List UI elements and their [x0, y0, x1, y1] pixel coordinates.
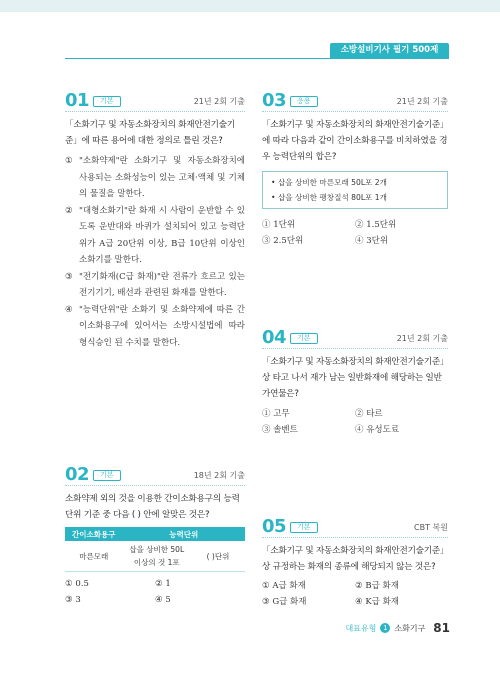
option-2[interactable]: ② 타르 [355, 409, 383, 419]
option-2[interactable]: ② B급 화재 [355, 581, 399, 591]
condition-item: • 삽을 상비한 마른모래 50L포 2개 [271, 178, 387, 187]
question-stem: 「소화기구 및 자동소화장치의 화재안전기술기준」에 따라 다음과 같이 간이소화용구를 비치하였을 경우 능력단위의 합은? [262, 120, 448, 162]
difficulty-badge: 기본 [290, 522, 318, 533]
question-stem: 「소화기구 및 자동소화장치의 화재안전기술기준」상 규정하는 화재의 종류에 해당되지 않는 것은? [262, 546, 445, 572]
option-3[interactable]: ③ 솔벤트 [262, 425, 298, 435]
question-number: 02 [65, 464, 90, 485]
option-2[interactable]: ② "대형소화기"란 화재 시 사람이 운반할 수 있도록 운반대와 바퀴가 설치되어 있고 능력단위가 A급 20단위 이상, B급 10단위 이상인 소화기를 말한다. [65, 205, 245, 265]
table-cell: 삽을 상비한 50L 이상의 것 1포 [123, 541, 191, 572]
table-header: 능력단위 [123, 527, 245, 541]
exam-source: 21년 2회 기출 [396, 334, 448, 343]
footer-category: 대표유형 [345, 623, 377, 633]
exam-source: 21년 2회 기출 [396, 97, 448, 106]
option-1[interactable]: ① 1단위 [262, 220, 296, 230]
chapter-number-badge: 1 [380, 623, 390, 633]
exam-source: CBT 복원 [414, 523, 448, 532]
question-04 [262, 329, 448, 438]
question-01 [65, 92, 245, 351]
option-2[interactable]: ② 1.5단위 [355, 220, 397, 230]
header-band [0, 0, 500, 12]
difficulty-badge: 기본 [93, 470, 121, 481]
capacity-table [65, 527, 245, 572]
option-4[interactable]: ④ 유성도료 [355, 425, 400, 435]
option-4[interactable]: ④ "능력단위"란 소화기 및 소화약제에 따른 간이소화용구에 있어서는 소방시설법에 따라 형식승인 된 수치를 말한다. [65, 304, 245, 348]
divider [262, 348, 448, 349]
exam-source: 21년 2회 기출 [193, 97, 245, 106]
option-3[interactable]: ③ G급 화재 [262, 597, 307, 607]
book-title-tab: 소방설비기사 필기 500제 [330, 43, 449, 58]
difficulty-badge: 기본 [290, 333, 318, 344]
option-1[interactable]: ① 고무 [262, 409, 290, 419]
divider [65, 485, 245, 486]
question-number: 01 [65, 90, 90, 111]
condition-item: • 삽을 상비한 팽창질석 80L포 1개 [271, 193, 387, 202]
divider [262, 537, 448, 538]
question-stem: 소화약제 외의 것을 이용한 간이소화용구의 능력단위 기준 중 다음 ( ) 안에 알맞은 것은? [65, 494, 240, 520]
option-4[interactable]: ④ K급 화재 [355, 597, 400, 607]
table-header: 간이소화용구 [65, 527, 123, 541]
question-03 [262, 92, 448, 249]
option-3[interactable]: ③ 3 [65, 595, 81, 605]
footer-chapter: 소화기구 [394, 623, 426, 633]
divider [262, 111, 448, 112]
condition-box [262, 171, 448, 209]
question-number: 03 [262, 90, 287, 111]
table-cell: 마른모래 [65, 541, 123, 572]
option-2[interactable]: ② 1 [155, 579, 171, 589]
question-02 [65, 466, 245, 608]
question-stem: 「소화기구 및 자동소화장치의 화재안전기술기준」상 타고 나서 재가 남는 일반화재에 해당하는 일반 가연물은? [262, 357, 445, 399]
divider [65, 111, 245, 112]
option-4[interactable]: ④ 5 [155, 595, 171, 605]
option-1[interactable]: ① "소화약제"란 소화기구 및 자동소화장치에 사용되는 소화성능이 있는 고체·액체 및 기체의 물질을 말한다. [65, 156, 245, 199]
question-number: 04 [262, 327, 287, 348]
question-05 [262, 518, 448, 610]
table-cell: ( )단위 [191, 541, 245, 572]
option-3[interactable]: ③ "전기화재(C급 화재)"란 전류가 흐르고 있는 전기기기, 배선과 관련된 화재를 말한다. [65, 271, 245, 298]
question-stem: 「소화기구 및 자동소화장치의 화재안전기술기준」에 따른 용어에 대한 정의로 틀린 것은? [65, 120, 235, 146]
page-footer [345, 621, 450, 635]
option-4[interactable]: ④ 3단위 [355, 236, 389, 246]
option-1[interactable]: ① 0.5 [65, 579, 89, 589]
question-number: 05 [262, 516, 287, 537]
difficulty-badge: 응용 [290, 96, 318, 107]
header-rule [65, 58, 449, 59]
exam-source: 18년 2회 기출 [193, 471, 245, 480]
option-3[interactable]: ③ 2.5단위 [262, 236, 304, 246]
difficulty-badge: 기본 [93, 96, 121, 107]
page-number: 81 [433, 621, 450, 635]
option-1[interactable]: ① A급 화재 [262, 581, 306, 591]
